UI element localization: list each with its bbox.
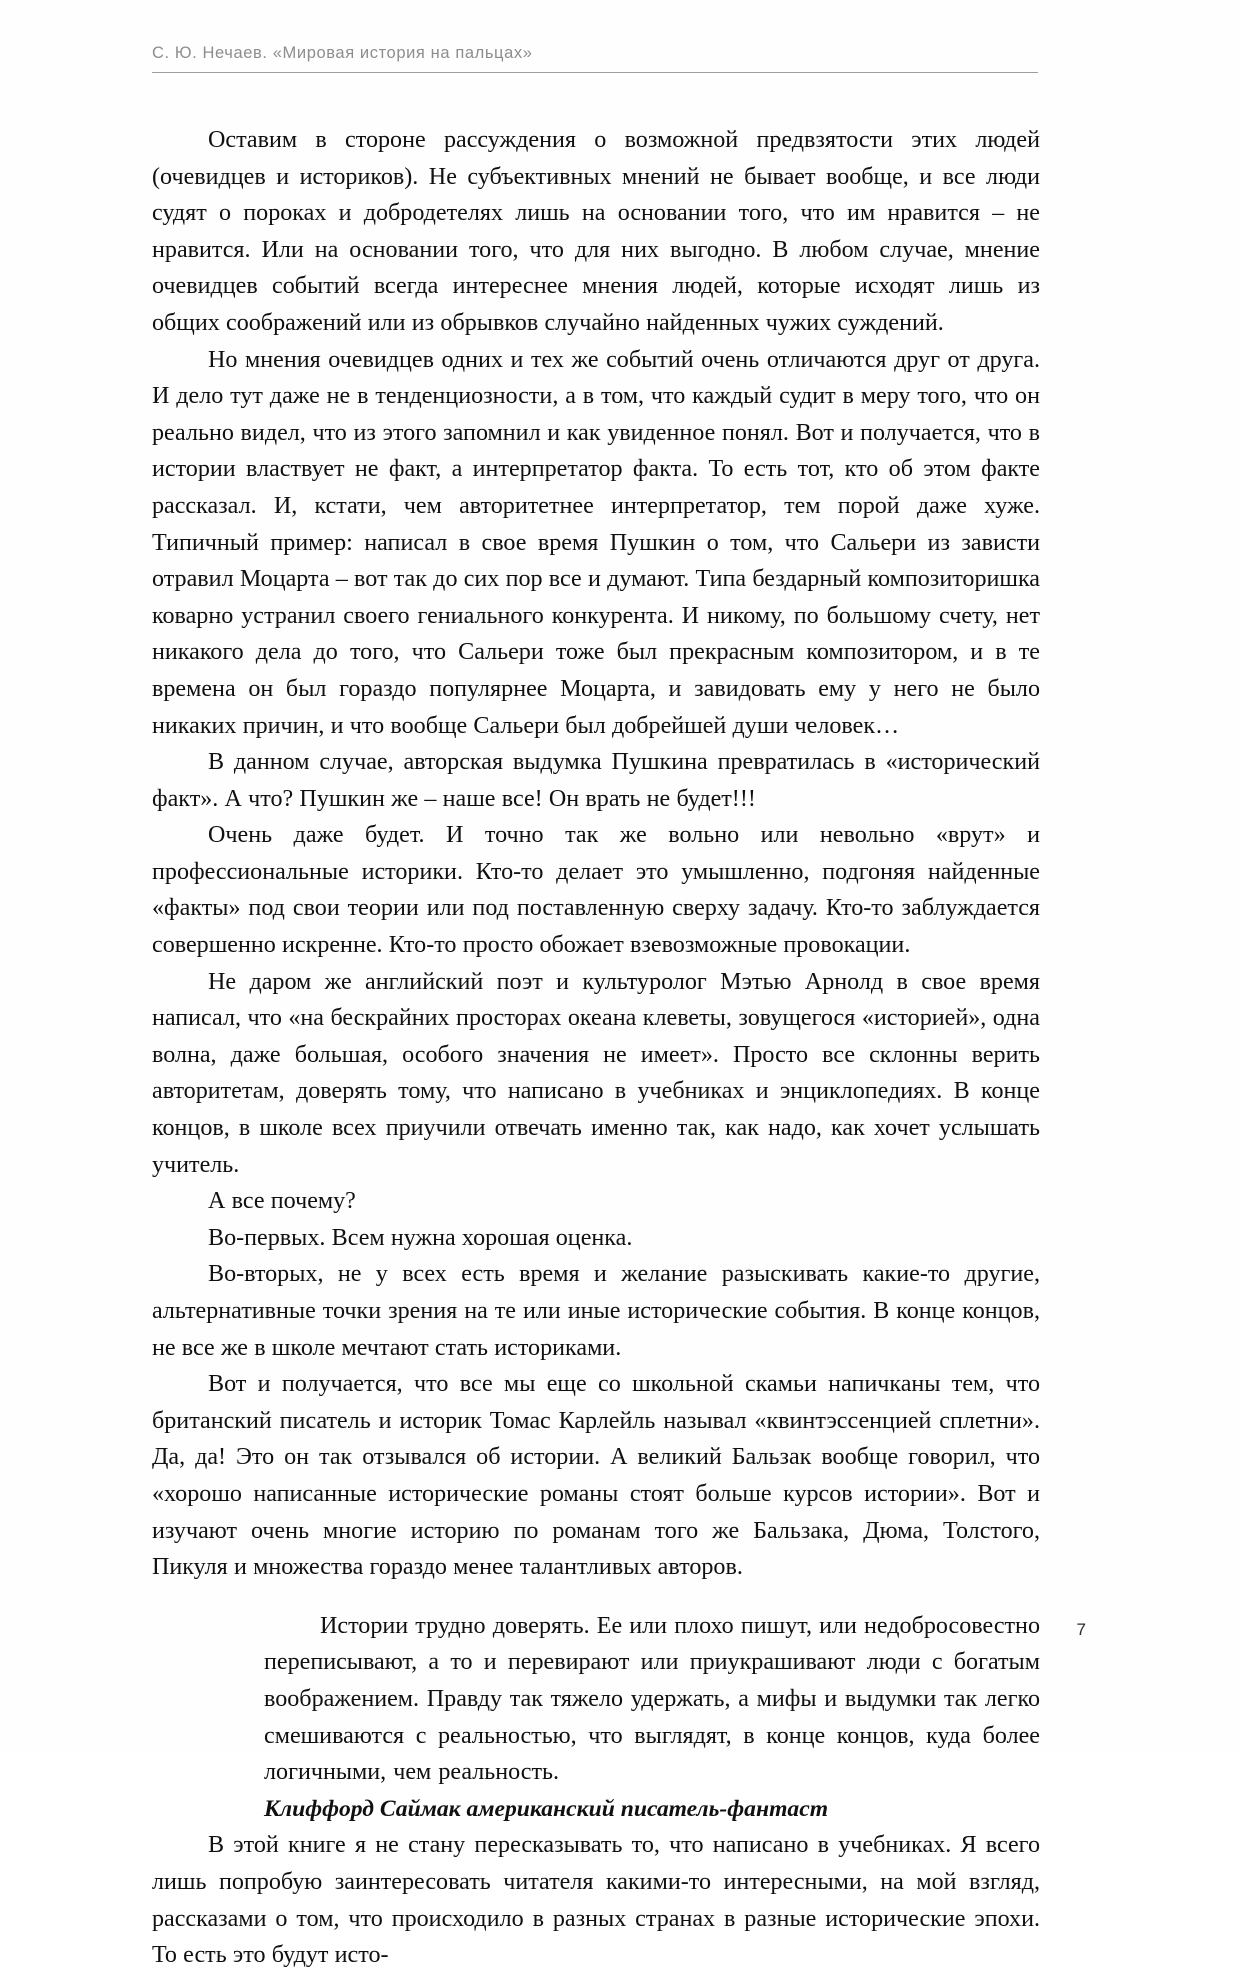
paragraph: В этой книге я не стану пересказывать то, что написано в учебниках. Я всего лишь попробую заинтересовать читателя какими-то интересными, на мой взгляд, рассказами о том, что происходило в разных странах в разные исторические эпохи. То есть это будут исто- [152, 1832, 1040, 1969]
paragraph: В данном случае, авторская выдумка Пушкина превратилась в «исторический факт». А что? Пушкин же – наше все! Он врать не будет!!! [152, 749, 1040, 812]
page-number: 7 [1076, 1620, 1086, 1639]
header-divider [152, 72, 1038, 73]
quotation-attribution: Клиффорд Саймак американский писатель-фантаст [264, 1795, 829, 1822]
running-header-title: С. Ю. Нечаев. «Мировая история на пальцах» [152, 44, 533, 62]
quotation-text: Истории трудно доверять. Ее или плохо пишут, или недобросовестно переписывают, а то и перевирают или приукрашивают люди с богатым воображением. Правду так тяжело удержать, а мифы и выдумки так легко смешиваются с реальностью, что выглядят, в конце концов, куда более логичными, чем реальность. [264, 1612, 1040, 1786]
paragraph: А все почему? [208, 1188, 356, 1215]
paragraph: Вот и получается, что все мы еще со школьной скамьи напичканы тем, что британский писатель и историк Томас Карлейль называл «квинтэссенцией сплетни». Да, да! Это он так отзывался об истории. А великий Бальзак вообще говорил, что «хорошо написанные исторические романы стоят больше курсов истории». Вот и изучают очень многие историю по романам того же Бальзака, Дюма, Толстого, Пикуля и множества гораздо менее талантливых авторов. [152, 1371, 1040, 1581]
paragraph: Не даром же английский поэт и культуролог Мэтью Арнолд в свое время написал, что «на бескрайних просторах океана клеветы, зовущегося «историей», одна волна, даже большая, особого значения не имеет». Просто все склонны верить авторитетам, доверять тому, что написано в учебниках и энциклопедиях. В конце концов, в школе всех приучили отвечать именно так, как надо, как хочет услышать учитель. [152, 968, 1040, 1178]
paragraph: Но мнения очевидцев одних и тех же событий очень отличаются друг от друга. И дело тут даже не в тенденциозности, а в том, что каждый судит в меру того, что он реально видел, что из этого запомнил и как увиденное понял. Вот и получается, что в истории властвует не факт, а интерпретатор факта. То есть тот, кто об этом факте рассказал. И, кстати, чем авторитетнее интерпретатор, тем порой даже хуже. Типичный пример: написал в свое время Пушкин о том, что Сальери из зависти отравил Моцарта – вот так до сих пор все и думают. Типа бездарный композиторишка коварно устранил своего гениального конкурента. И никому, по большому счету, нет никакого дела до того, что Сальери тоже был прекрасным композитором, и в те времена он был гораздо популярнее Моцарта, и завидовать ему у него не было никаких причин, и что вообще Сальери был добрейшей души человек… [152, 346, 1040, 739]
quotation-block [264, 1608, 1040, 1828]
paragraph: Во-вторых, не у всех есть время и желание разыскивать какие-то другие, альтернативные точки зрения на те или иные исторические события. В конце концов, не все же в школе мечтают стать историками. [152, 1261, 1040, 1361]
running-header [152, 44, 1038, 73]
paragraph: Оставим в стороне рассуждения о возможной предвзятости этих людей (очевидцев и историков). Не субъективных мнений не бывает вообще, и все люди судят о пороках и добродетелях лишь на основании того, что им нравится – не нравится. Или на основании того, что для них выгодно. В любом случае, мнение очевидцев событий всегда интереснее мнения людей, которые исходят лишь из общих соображений или из обрывков случайно найденных чужих суждений. [152, 127, 1040, 336]
paragraph: Очень даже будет. И точно так же вольно или невольно «врут» и профессиональные историки. Кто-то делает это умышленно, подгоняя найденные «факты» под свои теории или под поставленную сверху задачу. Кто-то заблуждается совершенно искренне. Кто-то просто обожает взевозможные провокации. [152, 822, 1040, 959]
body-text-column [152, 122, 1040, 1974]
paragraph: Во-первых. Всем нужна хорошая оценка. [208, 1224, 633, 1251]
